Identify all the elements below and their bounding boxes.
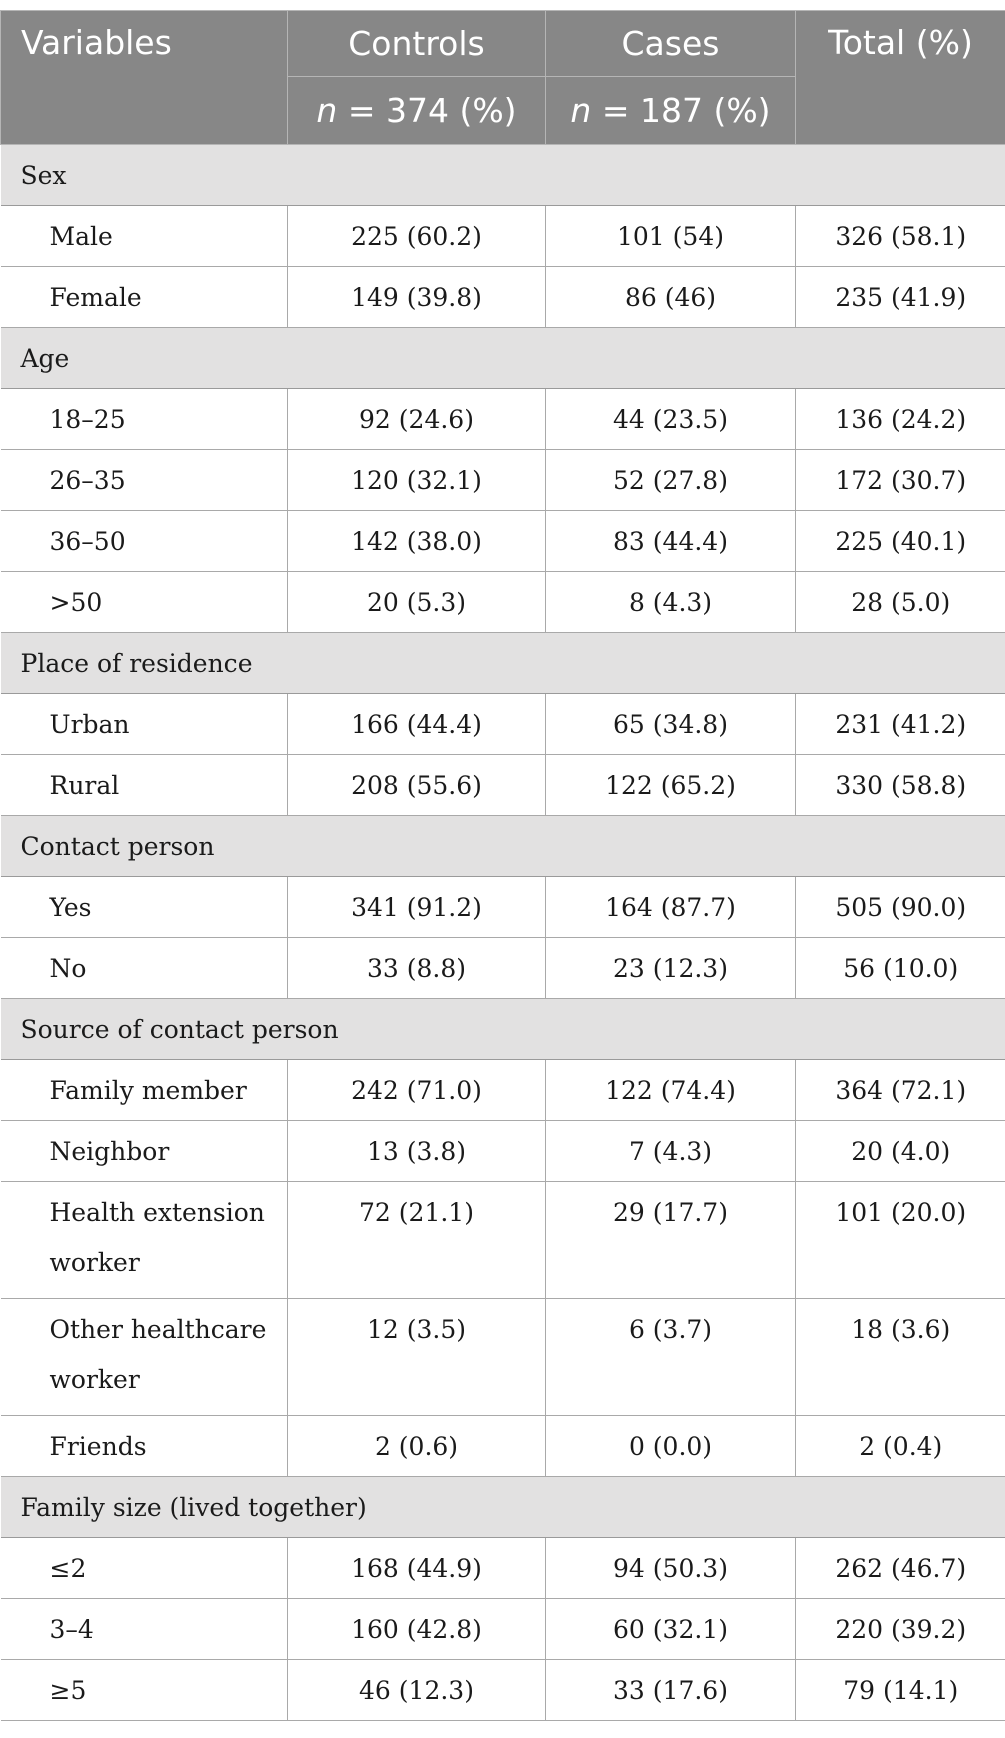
cell-cases: 0 (0.0) xyxy=(546,1416,796,1477)
row-label: Other healthcare worker xyxy=(1,1299,288,1416)
table-row xyxy=(1,1299,1005,1416)
cell-cases: 29 (17.7) xyxy=(546,1182,796,1299)
row-label: 36–50 xyxy=(1,511,288,572)
row-label: Neighbor xyxy=(1,1121,288,1182)
table-row xyxy=(1,877,1005,938)
row-label: Friends xyxy=(1,1416,288,1477)
cell-controls: 168 (44.9) xyxy=(288,1538,546,1599)
header-cases-n xyxy=(546,77,796,145)
cell-total: 172 (30.7) xyxy=(796,450,1005,511)
header-variables: Variables xyxy=(1,11,288,145)
row-label: ≤2 xyxy=(1,1538,288,1599)
header-controls: Controls xyxy=(288,11,546,77)
cell-controls: 142 (38.0) xyxy=(288,511,546,572)
row-label: 26–35 xyxy=(1,450,288,511)
controls-n-value: = 374 (%) xyxy=(337,91,517,130)
row-label: Family member xyxy=(1,1060,288,1121)
cell-total: 235 (41.9) xyxy=(796,267,1005,328)
cell-controls: 160 (42.8) xyxy=(288,1599,546,1660)
cell-cases: 86 (46) xyxy=(546,267,796,328)
cell-cases: 164 (87.7) xyxy=(546,877,796,938)
cell-total: 18 (3.6) xyxy=(796,1299,1005,1416)
cell-controls: 166 (44.4) xyxy=(288,694,546,755)
cell-controls: 33 (8.8) xyxy=(288,938,546,999)
cell-cases: 94 (50.3) xyxy=(546,1538,796,1599)
cell-controls: 72 (21.1) xyxy=(288,1182,546,1299)
row-label: No xyxy=(1,938,288,999)
cell-controls: 46 (12.3) xyxy=(288,1660,546,1721)
table-row xyxy=(1,938,1005,999)
section-title: Sex xyxy=(1,145,1005,206)
cell-total: 262 (46.7) xyxy=(796,1538,1005,1599)
table-row xyxy=(1,572,1005,633)
cell-controls: 13 (3.8) xyxy=(288,1121,546,1182)
row-label: Male xyxy=(1,206,288,267)
table-row xyxy=(1,267,1005,328)
row-label: 3–4 xyxy=(1,1599,288,1660)
cell-controls: 12 (3.5) xyxy=(288,1299,546,1416)
section-title: Place of residence xyxy=(1,633,1005,694)
section-row xyxy=(1,328,1005,389)
table-row xyxy=(1,1121,1005,1182)
table-row xyxy=(1,511,1005,572)
cell-cases: 122 (65.2) xyxy=(546,755,796,816)
row-label: 18–25 xyxy=(1,389,288,450)
section-row xyxy=(1,816,1005,877)
cell-controls: 2 (0.6) xyxy=(288,1416,546,1477)
header-cases: Cases xyxy=(546,11,796,77)
table-row xyxy=(1,450,1005,511)
table-body xyxy=(1,145,1005,1721)
row-label: >50 xyxy=(1,572,288,633)
table-row xyxy=(1,1182,1005,1299)
row-label: Female xyxy=(1,267,288,328)
header-total: Total (%) xyxy=(796,11,1005,145)
cell-total: 2 (0.4) xyxy=(796,1416,1005,1477)
table-row xyxy=(1,755,1005,816)
header-row xyxy=(1,11,1005,77)
controls-n-symbol: n xyxy=(316,91,338,130)
section-title: Source of contact person xyxy=(1,999,1005,1060)
cell-total: 231 (41.2) xyxy=(796,694,1005,755)
section-title: Contact person xyxy=(1,816,1005,877)
cell-total: 505 (90.0) xyxy=(796,877,1005,938)
cell-total: 136 (24.2) xyxy=(796,389,1005,450)
row-label: Rural xyxy=(1,755,288,816)
cell-total: 330 (58.8) xyxy=(796,755,1005,816)
cell-controls: 149 (39.8) xyxy=(288,267,546,328)
table-row xyxy=(1,206,1005,267)
cell-cases: 33 (17.6) xyxy=(546,1660,796,1721)
cell-total: 326 (58.1) xyxy=(796,206,1005,267)
cell-controls: 20 (5.3) xyxy=(288,572,546,633)
header-controls-n xyxy=(288,77,546,145)
table-row xyxy=(1,389,1005,450)
cell-cases: 83 (44.4) xyxy=(546,511,796,572)
section-row xyxy=(1,145,1005,206)
cell-cases: 6 (3.7) xyxy=(546,1299,796,1416)
demographics-table xyxy=(0,10,1005,1721)
cell-cases: 23 (12.3) xyxy=(546,938,796,999)
cell-cases: 122 (74.4) xyxy=(546,1060,796,1121)
cell-total: 364 (72.1) xyxy=(796,1060,1005,1121)
section-title: Age xyxy=(1,328,1005,389)
cell-controls: 208 (55.6) xyxy=(288,755,546,816)
cell-total: 225 (40.1) xyxy=(796,511,1005,572)
cell-controls: 92 (24.6) xyxy=(288,389,546,450)
cell-total: 28 (5.0) xyxy=(796,572,1005,633)
table-row xyxy=(1,1599,1005,1660)
table-row xyxy=(1,1660,1005,1721)
cell-total: 79 (14.1) xyxy=(796,1660,1005,1721)
cell-total: 101 (20.0) xyxy=(796,1182,1005,1299)
table-row xyxy=(1,1538,1005,1599)
section-row xyxy=(1,999,1005,1060)
cell-controls: 120 (32.1) xyxy=(288,450,546,511)
section-row xyxy=(1,633,1005,694)
table-row xyxy=(1,694,1005,755)
cases-n-symbol: n xyxy=(570,91,592,130)
cell-total: 220 (39.2) xyxy=(796,1599,1005,1660)
cell-cases: 65 (34.8) xyxy=(546,694,796,755)
cell-total: 56 (10.0) xyxy=(796,938,1005,999)
cell-cases: 52 (27.8) xyxy=(546,450,796,511)
cases-n-value: = 187 (%) xyxy=(591,91,771,130)
cell-controls: 341 (91.2) xyxy=(288,877,546,938)
row-label: Yes xyxy=(1,877,288,938)
cell-controls: 225 (60.2) xyxy=(288,206,546,267)
cell-total: 20 (4.0) xyxy=(796,1121,1005,1182)
cell-cases: 7 (4.3) xyxy=(546,1121,796,1182)
cell-cases: 44 (23.5) xyxy=(546,389,796,450)
row-label: ≥5 xyxy=(1,1660,288,1721)
row-label: Urban xyxy=(1,694,288,755)
cell-cases: 101 (54) xyxy=(546,206,796,267)
cell-controls: 242 (71.0) xyxy=(288,1060,546,1121)
table-row xyxy=(1,1060,1005,1121)
cell-cases: 8 (4.3) xyxy=(546,572,796,633)
row-label: Health extension worker xyxy=(1,1182,288,1299)
cell-cases: 60 (32.1) xyxy=(546,1599,796,1660)
section-title: Family size (lived together) xyxy=(1,1477,1005,1538)
table-row xyxy=(1,1416,1005,1477)
section-row xyxy=(1,1477,1005,1538)
